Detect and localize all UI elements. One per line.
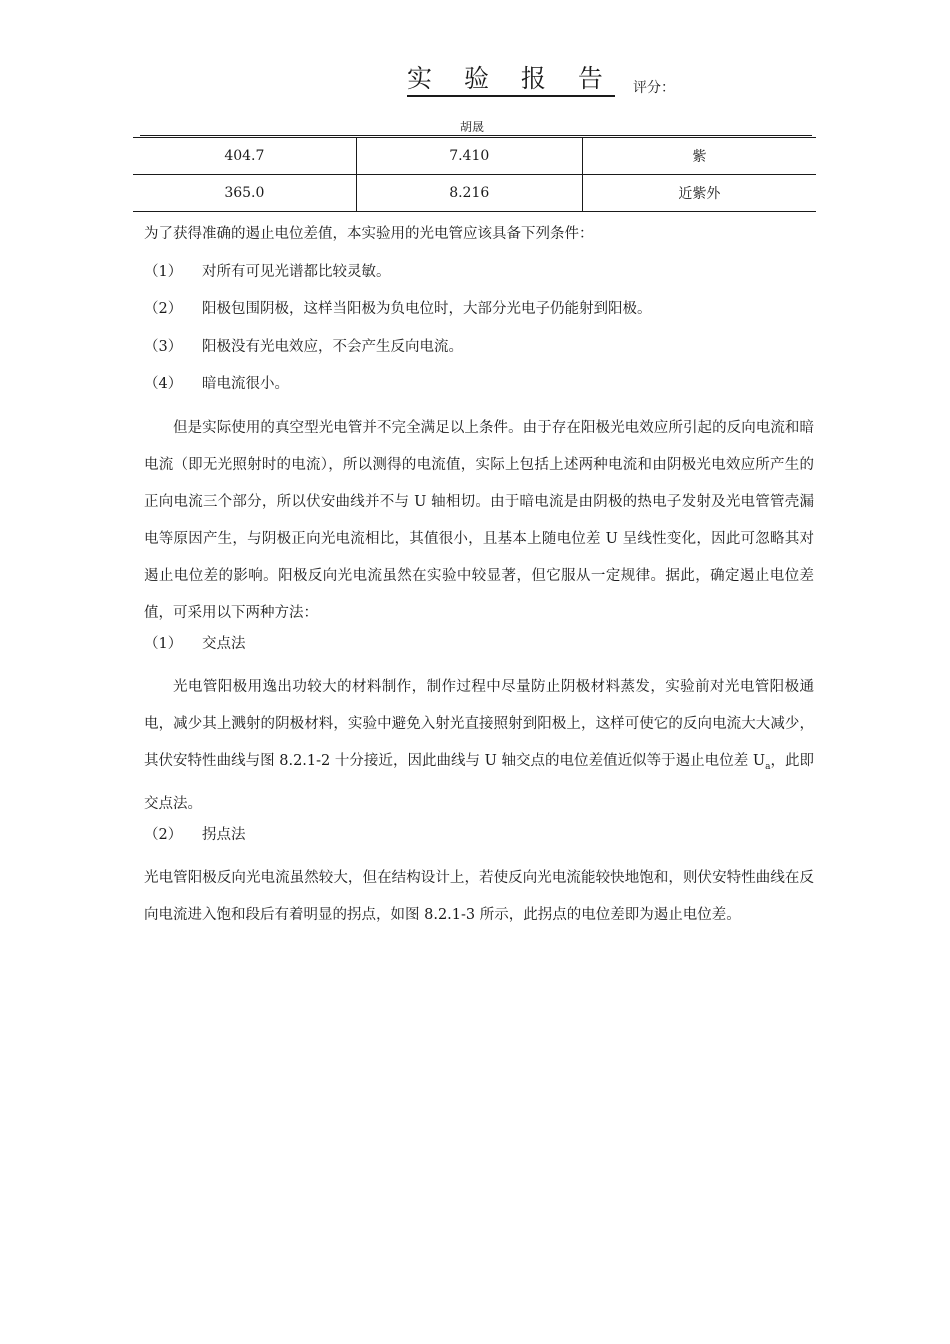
method-number: （1）: [144, 635, 183, 652]
condition-text: 对所有可见光谱都比较灵敏。: [202, 263, 391, 280]
condition-text: 阳极没有光电效应，不会产生反向电流。: [202, 338, 463, 355]
method-number: （2）: [144, 826, 183, 843]
condition-item: [144, 260, 814, 298]
paragraph-intersection-method: [144, 669, 814, 823]
table-cell-frequency: 8.216: [356, 175, 582, 212]
intro-text: 为了获得准确的遏止电位差值，本实验用的光电管应该具备下列条件：: [144, 226, 594, 242]
paragraph-inflection-method: 光电管阳极反向光电流虽然较大，但在结构设计上，若使反向光电流能较快地饱和，则伏安特性曲线在反向电流进入饱和段后有着明显的拐点，如图 8.2.1-3 所示，此拐点的电位差即为遏止电位差。: [144, 870, 814, 924]
condition-number: （1）: [144, 263, 183, 280]
score-label: 评分：: [633, 80, 675, 96]
method-title: 拐点法: [202, 826, 246, 843]
paragraph-text: 光电管阳极用逸出功较大的材料制作，制作过程中尽量防止阴极材料蒸发，实验前对光电管阳极通电，减少其上溅射的阴极材料，实验中避免入射光直接照射到阳极上，这样可使它的反向电流大大减少，其伏安特性曲线与图 8.2.1-2 十分接近，因此曲线与 U 轴交点的电位差值近似等于遏止电位差 U: [144, 679, 814, 769]
method-heading-inflection: [144, 823, 814, 861]
table-cell-frequency: 7.410: [356, 138, 582, 175]
paragraph-text-tail: ，此即交点法。: [144, 753, 814, 812]
condition-item: [144, 297, 814, 335]
author-name: 胡晟: [460, 120, 485, 134]
header-rule: [140, 135, 812, 136]
subscript-a: a: [765, 761, 771, 772]
table-row: [133, 138, 816, 175]
condition-number: （2）: [144, 301, 183, 317]
condition-item: [144, 335, 814, 373]
condition-text: 暗电流很小。: [202, 376, 289, 392]
method-heading-intersection: [144, 632, 814, 670]
table-cell-wavelength: 404.7: [133, 138, 356, 175]
table-cell-wavelength: 365.0: [133, 175, 356, 212]
condition-text: 阳极包围阴极，这样当阳极为负电位时，大部分光电子仍能射到阳极。: [202, 301, 652, 317]
table-cell-color: 紫: [582, 138, 816, 175]
table-row: [133, 175, 816, 212]
condition-number: （4）: [144, 376, 183, 392]
wavelength-table: [133, 137, 816, 212]
condition-number: （3）: [144, 338, 183, 355]
paragraph-limitations: 但是实际使用的真空型光电管并不完全满足以上条件。由于存在阳极光电效应所引起的反向电流和暗电流（即无光照射时的电流），所以测得的电流值，实际上包括上述两种电流和由阴极光电效应所产生的正向电流三个部分，所以伏安曲线并不与 U 轴相切。由于暗电流是由阴极的热电子发射及光电管管壳漏电等原因产生，与阴极正向光电流相比，其值很小，且基本上随电位差 U 呈线性变化，因此可忽略其对遏止电位差的影响。阳极反向光电流虽然在实验中较显著，但它服从一定规律。据此，确定遏止电位差值，可采用以下两种方法：: [144, 419, 814, 621]
table-cell-color: 近紫外: [582, 175, 816, 212]
condition-item: [144, 372, 814, 410]
method-title: 交点法: [202, 635, 246, 652]
report-title: 实 验 报 告: [407, 64, 615, 97]
report-body: [144, 222, 814, 934]
